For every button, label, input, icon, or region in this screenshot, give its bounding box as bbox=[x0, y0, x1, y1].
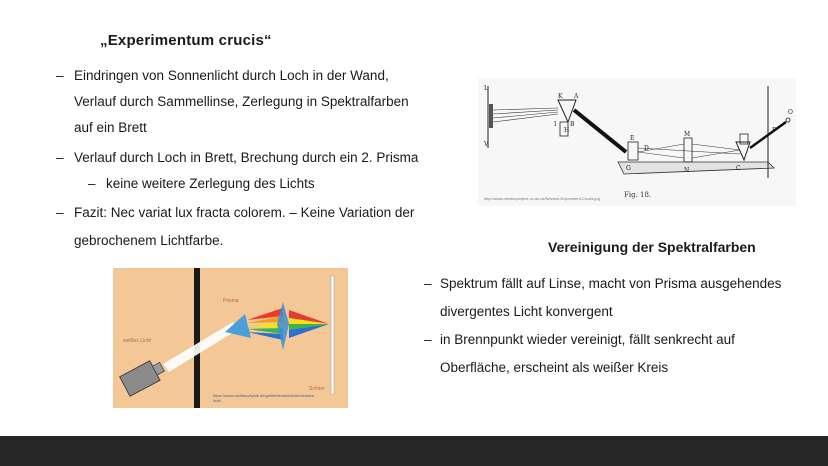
diagram-label: O bbox=[788, 109, 793, 116]
bullet-dash: – bbox=[56, 68, 64, 83]
slide-title: „Experimentum crucis“ bbox=[100, 32, 272, 49]
bullet-text: Oberfläche, erscheint als weißer Kreis bbox=[440, 360, 669, 375]
newton-diagram-drawing bbox=[478, 78, 796, 206]
diagram-label: D bbox=[644, 145, 649, 152]
diagram-label: V bbox=[484, 141, 489, 148]
bullet-text: keine weitere Zerlegung des Lichts bbox=[106, 176, 315, 191]
figure-source: https://www.weltderphysik.de/gebiet/technik/licht/weisses-licht/ bbox=[213, 393, 316, 403]
bullet-dash: – bbox=[424, 276, 432, 291]
bullet-dash: – bbox=[88, 176, 96, 191]
bullet-text: auf ein Brett bbox=[74, 120, 147, 135]
newton-experiment-figure bbox=[478, 78, 796, 206]
diagram-label: A bbox=[574, 93, 579, 100]
diagram-label: F bbox=[772, 127, 777, 134]
figure-caption: Fig. 18. bbox=[624, 191, 652, 199]
section-title: Vereinigung der Spektralfarben bbox=[548, 239, 756, 255]
bullet-text: Eindringen von Sonnenlicht durch Loch in der Wand, bbox=[74, 68, 389, 83]
bullet-dash: – bbox=[56, 150, 64, 165]
diagram-label: I bbox=[554, 121, 557, 128]
bullet-text: gebrochenem Lichtfarbe. bbox=[74, 233, 224, 248]
bullet-dash: – bbox=[424, 332, 432, 347]
diagram-label: H bbox=[564, 127, 570, 134]
diagram-label: M bbox=[684, 131, 691, 138]
bullet-dash: – bbox=[56, 205, 64, 220]
figure-label: weißes Licht bbox=[123, 338, 151, 344]
diagram-label: G bbox=[626, 165, 631, 172]
diagram-label: K bbox=[558, 93, 563, 100]
diagram-label: N bbox=[684, 167, 690, 174]
figure-source: http://www.newtonproject.ox.ac.uk/Newton-Experiment-Crucis.jpg bbox=[484, 196, 600, 201]
diagram-label: L bbox=[484, 85, 488, 92]
figure-label: Schirm bbox=[309, 386, 325, 392]
bullet-text: Spektrum fällt auf Linse, macht von Prisma ausgehendes bbox=[440, 276, 782, 291]
diagram-label: E bbox=[630, 135, 635, 142]
bullet-text: divergentes Licht konvergent bbox=[440, 304, 613, 319]
bullet-text: Verlauf durch Loch in Brett, Brechung durch ein 2. Prisma bbox=[74, 150, 419, 165]
diagram-label: C bbox=[736, 165, 741, 172]
bullet-text: Fazit: Nec variat lux fracta colorem. – Keine Variation der bbox=[74, 205, 415, 220]
figure-label: Prisma bbox=[223, 298, 239, 304]
prism-illustration bbox=[113, 268, 348, 408]
diagram-label: B bbox=[570, 121, 575, 128]
bullet-text: Verlauf durch Sammellinse, Zerlegung in Spektralfarben bbox=[74, 94, 409, 109]
bullet-text: in Brennpunkt wieder vereinigt, fällt senkrecht auf bbox=[440, 332, 735, 347]
footer-bar bbox=[0, 436, 828, 466]
